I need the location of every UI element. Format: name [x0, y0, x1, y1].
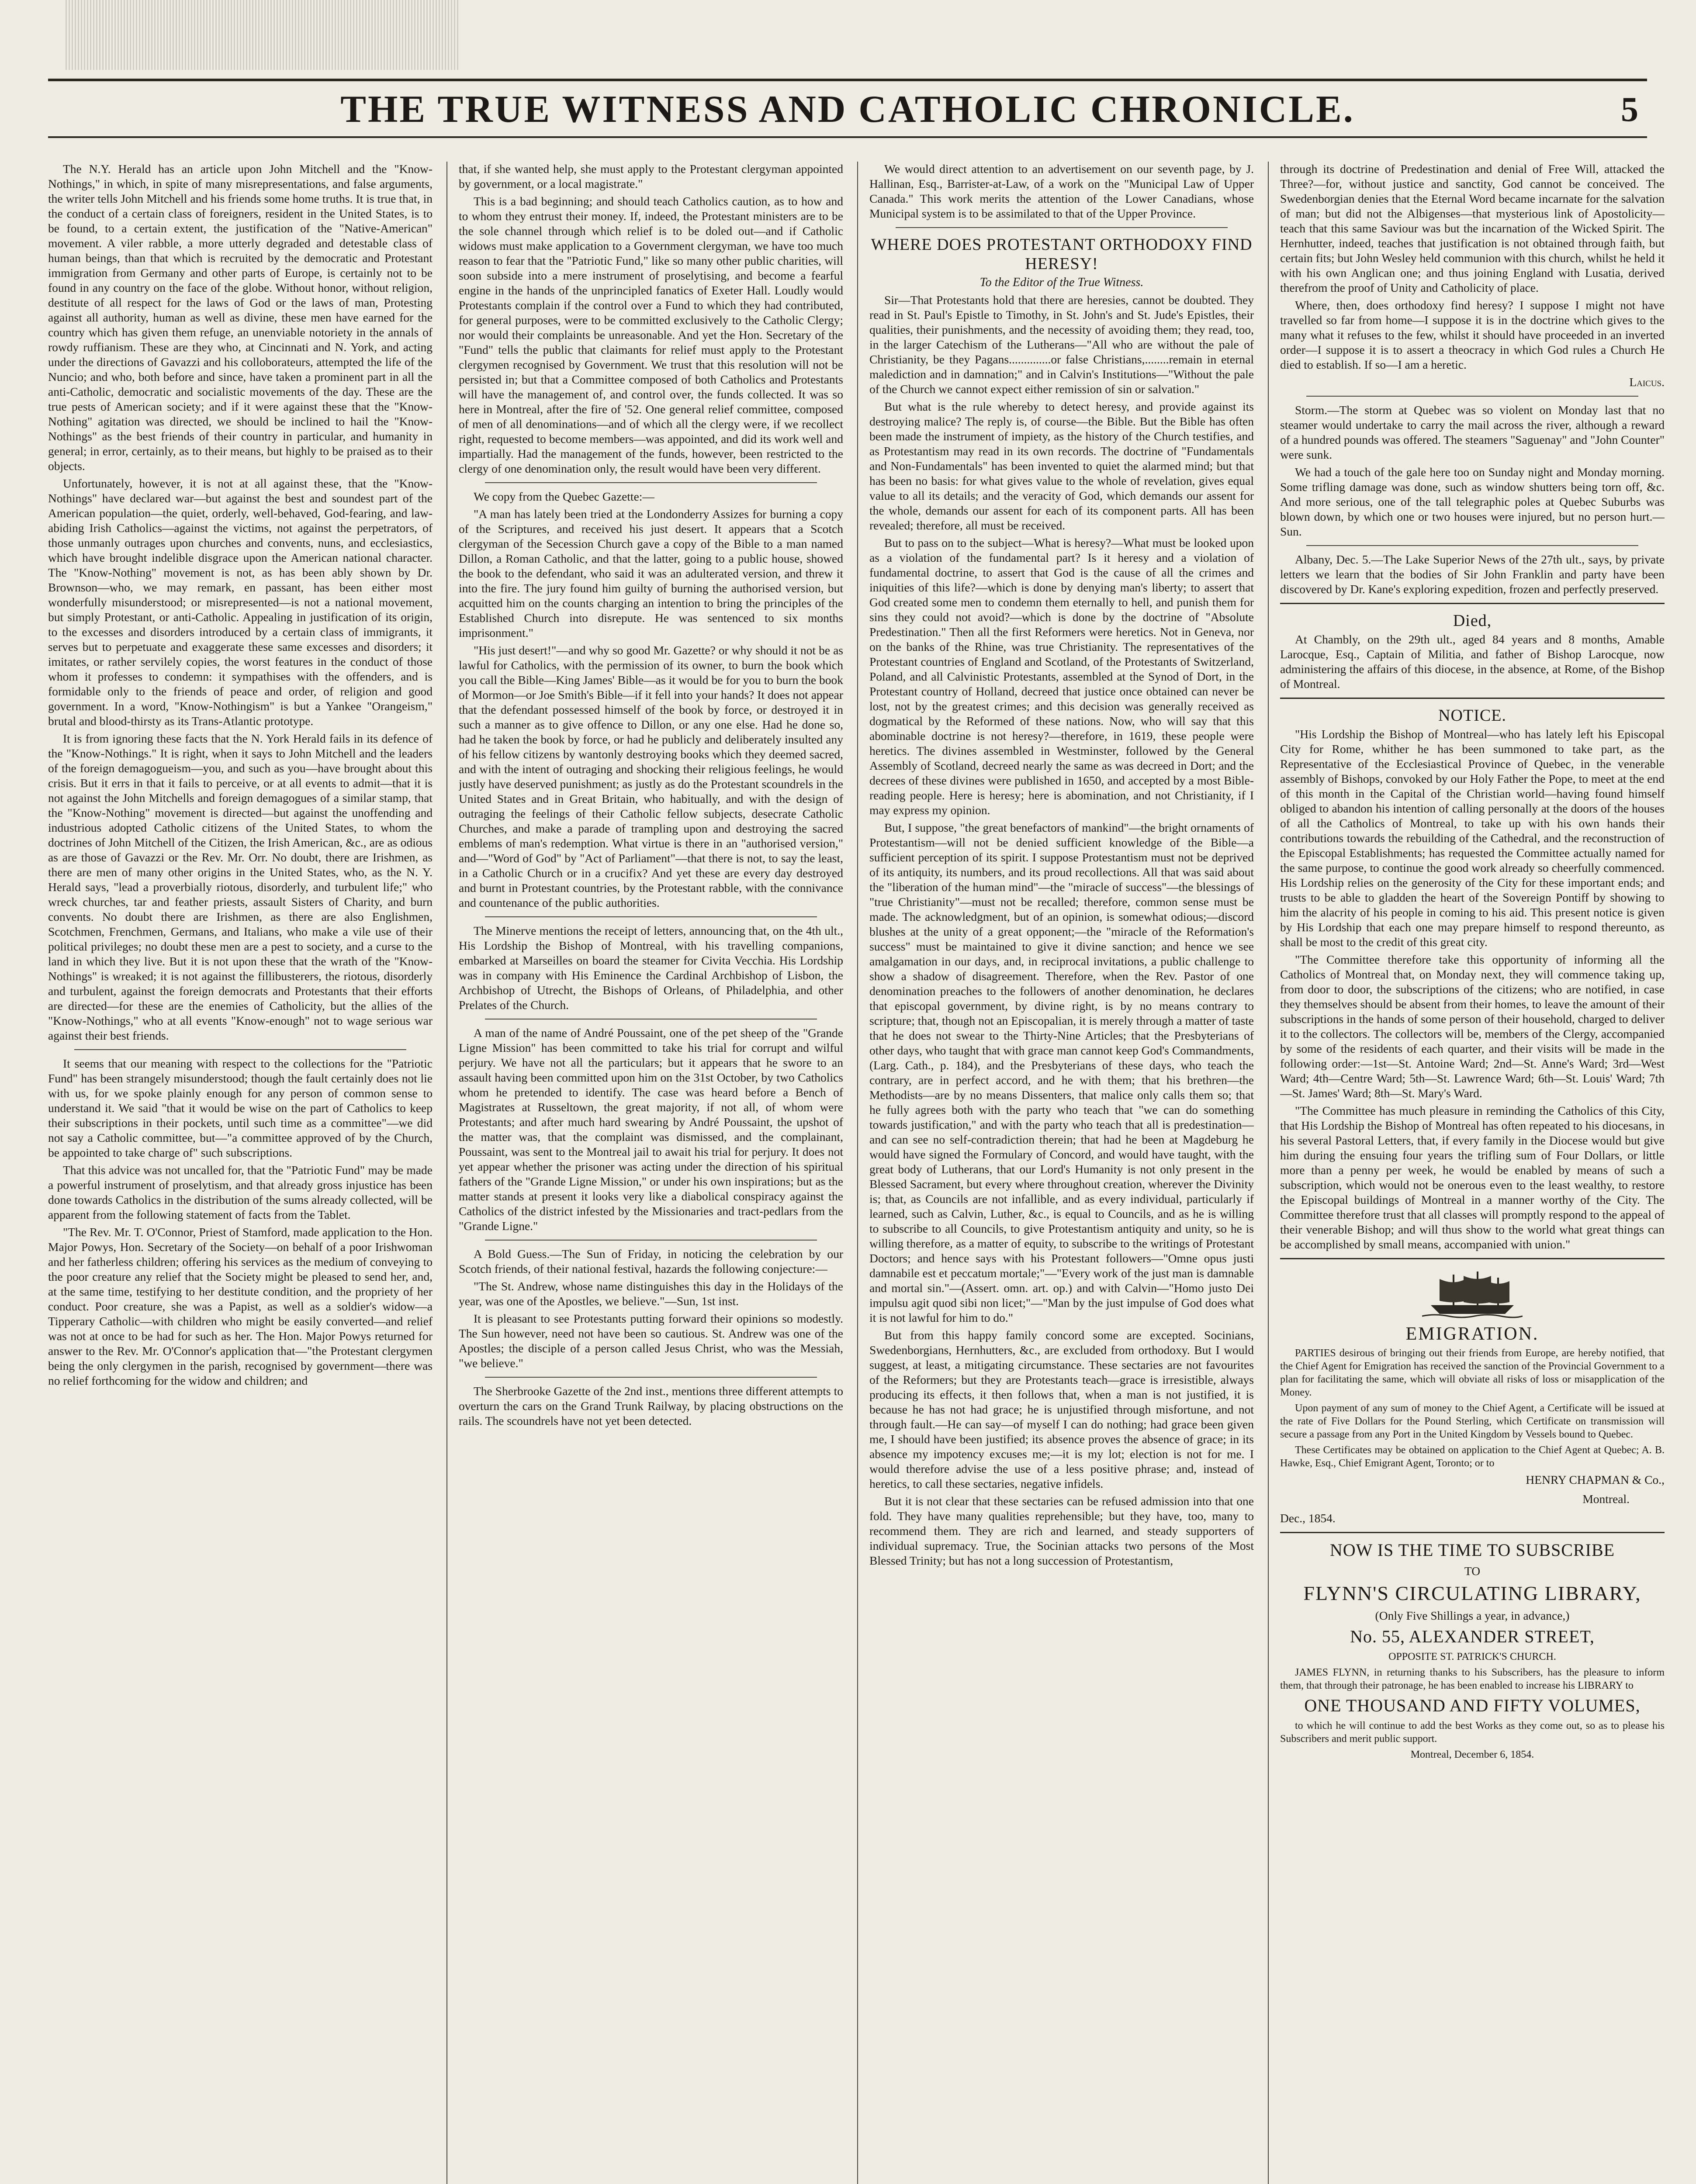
- masthead: [48, 79, 1647, 144]
- section-divider: [1280, 1258, 1665, 1259]
- letter-paragraph: But to pass on to the subject—What is heresy?—What must be looked upon as a violation of the fundamental part? Is it heresy and a violation of fundamental doctrine, to assert that God is the cause of all the crimes and iniquities of this life?—which is done by denying man's liberty; to assert that God created some men to condemn them eternally to hell, and punish them for sins they could not avoid?—which is done by the doctrine of "Absolute Predestination." Then all the first Reformers were heretics. Not in Geneva, nor on the banks of the Rhine, was true Christianity. The representatives of the Protestant countries of England and Scotland, of the Protestants of Switzerland, Poland, and all Calvinistic Protestants, assembled at the Synod of Dort, in the Protestant country of Holland, decreed that justice once obtained can never be lost, not by the greatest crimes; and this decision was generally received as dogmatical by the Reformed of these nations. Now, who will say that this abominable doctrine is not heresy?—therefore, in 1619, these people were heretics. The divines assembled in Westminster, followed by the General Assembly of Scotland, decreed nearly the same as was decreed in Dort; and the decrees of these divines were published in 1650, and accepted by a most Bible-reading people. Here is heresy; here is abomination, and not Christianity, if I may express my opinion.: [869, 536, 1254, 817]
- column-rule: [1268, 162, 1269, 2184]
- page-edge-damage: [66, 0, 459, 70]
- article-paragraph: A man of the name of André Poussaint, one of the pet sheep of the "Grande Ligne Mission" has been committed to take his trial for corrupt and wilful perjury. We have not all the particulars; but it appears that he swore to an assault having been committed upon him on the 31st October, by two Catholics whom he pretended to identify. The case was heard before a Bench of Magistrates at Russeltown, the great majority, if not all, of whom were Protestants; and after much hard swearing by André Poussaint, the upshot of the matter was, that the complaint was dismissed, and the complainant, Poussaint, was sent to the Montreal jail to await his trial for perjury. It does not yet appear whether the prisoner was acting under the direction of his spiritual fathers of the "Grande Ligne Mission," or under his own inspirations; but as the matter stands at present it looks very like a diabolical conspiracy against the Catholics of the district infested by the Missionaries and tract-pedlars from the "Grande Ligne.": [459, 1026, 843, 1233]
- letter-paragraph: through its doctrine of Predestination and denial of Free Will, attacked the Three?—for, without justice and sanctity, God cannot be conceived. The Swedenborgian denies that the Eternal Word became incarnate for the salvation of man; but did not the Albigenses—that mysterious link of Apostolicity—teach that this same Saviour was but the incarnation of the Wicked Spirit. The Hernhutter, indeed, teaches that justification is not obtained through faith, but certain fits; but John Wesley held communion with this church, whilst he held it with his own Anglican one; and thus joining England with Lusatia, derived therefrom the proof of Unity and Catholicity of place.: [1280, 162, 1665, 294]
- article-paragraph: "A man has lately been tried at the Londonderry Assizes for burning a copy of the Scriptures, and received his just desert. It appears that a Scotch clergyman of the Secession Church gave a copy of the Bible to a man named Dillon, a Roman Catholic, and that the latter, going to a public house, showed the book to the defendant, who said it was an adulterated version, and threw it into the fire. The jury found him guilty of burning the authorised version, but acquitted him on the counts charging an intention to bring the principles of the Established Church into disrepute. He was sentenced to six months imprisonment.": [459, 507, 843, 639]
- letter-paragraph: But it is not clear that these sectaries can be refused admission into that one fold. They have many qualities reprehensible; but they have, too, many to recommend them. They are rich and learned, and steady supporters of individual supremacy. True, the Socinian attacks two persons of the Most Blessed Trinity; but has not a long succession of Protestantism,: [869, 1494, 1254, 1567]
- article-paragraph: We copy from the Quebec Gazette:—: [474, 490, 654, 503]
- notice-paragraph: "His Lordship the Bishop of Montreal—who has lately left his Episcopal City for Rome, whither he has been summoned to take part, as the Representative of the Ecclesiastical Province of Quebec, in the venerable assembly of Bishops, convoked by our Holy Father the Pope, to meet at the end of this month in the Capital of the Christian world—having found himself obliged to abandon his intention of calling personally at the doors of the houses of all the Catholics of Montreal, to take up with his own hands their contributions towards the rebuilding of the Cathedral, and the reconstruction of the Episcopal Establishments; has requested the Committee actually named for the same purpose, to continue the good work already so cheerfully commenced. His Lordship relies on the generosity of the City for these important ends; and trusts to be able to gladden the heart of the Sovereign Pontiff by showing to him the alacrity of his people in coming to his aid. This present notice is given by His Lordship that each one may prepare himself to respond thereunto, as shall be most to the credit of this great city.: [1280, 727, 1665, 949]
- letter-subheading: To the Editor of the True Witness.: [980, 276, 1144, 289]
- library-advert-line: OPPOSITE ST. PATRICK'S CHURCH.: [1388, 1651, 1556, 1662]
- article-paragraph: This is a bad beginning; and should teach Catholics caution, as to how and to whom they entrust their money. If, indeed, the Protestant ministers are to be the sole channel through which relief is to be doled out—and if Catholic widows must make application to a Government clergyman, we have too much reason to fear that the "Patriotic Fund," like so many other public charities, will soon subside into a mere instrument of proselytising, and become a fearful engine in the hands of the unprincipled fanatics of Exeter Hall. Loudly would Protestants complain if the control over a Fund to which they had contributed, for general purposes, were to be committed exclusively to the Catholic Clergy; nor would their complaints be unreasonable. And yet the Hon. Secretary of the "Fund" tells the public that claimants for relief must apply to the Protestant clergymen recognised by Government. We trust that this resolution will not be persisted in; but that a Committee composed of both Catholics and Protestants will have the management of, and control over, the funds collected. It was so here in Montreal, after the fire of '52. One general relief committee, composed of men of all denominations—and of which all the clergy were, if we recollect right, requested to become members—was appointed, and did its work well and impartially. Had the management of the funds, however, been restricted to the clergy of one denomination only, the result would have been very different.: [459, 194, 843, 475]
- library-advert-line: NOW IS THE TIME TO SUBSCRIBE: [1329, 1540, 1615, 1560]
- letter-paragraph: Sir—That Protestants hold that there are heresies, cannot be doubted. They read in St. Paul's Epistle to Timothy, in St. John's and St. Jude's Epistles, their qualities, their punishments, and the necessity of avoiding them; they read, too, in the larger Catechism of the Lutherans—"All who are without the pale of Christianity, be they Pagans..............or false Christians,........remain in eternal malediction and in damnation;" and in Calvin's Institutions—"Without the pale of the Church we cannot expect either remission of sin or salvation.": [869, 293, 1254, 396]
- article-paragraph: Unfortunately, however, it is not at all against these, that the "Know-Nothings" have declared war—but against the best and soundest part of the American population—the quiet, orderly, well-behaved, God-fearing, and law-abiding Irish Catholics—against the victims, not against the perpetrators, of those unmanly outrages upon churches and convents, nuns, and ecclesiastics, which have brought indelible disgrace upon the American national character. The "Know-Nothing" movement is not, as has been ably shown by Dr. Brownson—who, we may remark, en passant, has been either most wonderfully misunderstood; or misrepresented—is not a national movement, but simply Protestant, or anti-Catholic. Appealing in justification of its origin, to the excesses and disorders introduced by a certain class of immigrants, it serves but to perpetuate and exaggerate these same excesses and disorders; it imitates, or rather servilely copies, the worst features in the conduct of those whom it professes to condemn: it sympathises with the offenders, and is formidable only to the friends of peace and order, of religion and good government. In a word, "Know-Nothingism" is but a Yankee "Orangeism," brutal and blood-thirsty as its Trans-Atlantic prototype.: [48, 477, 433, 728]
- sailing-ship-icon: [1422, 1268, 1523, 1320]
- article-paragraph: "The St. Andrew, whose name distinguishes this day in the Holidays of the year, was one of the Apostles, we believe."—Sun, 1st inst.: [459, 1279, 843, 1308]
- section-divider: [1280, 603, 1665, 604]
- article-paragraph: It seems that our meaning with respect to the collections for the "Patriotic Fund" has been strangely misunderstood; though the fault certainly does not lie with us, for we spoke plainly enough for any person of common sense to understand it. We said "that it would be wise on the part of Catholics to keep their subscriptions in their pockets, until such time as a committee"—we did not say a Catholic committee, but—"a committee approved of by the Church, be appointed to take charge of" such subscriptions.: [48, 1057, 433, 1159]
- section-divider: [1280, 1532, 1665, 1533]
- library-advert-line: (Only Five Shillings a year, in advance,): [1375, 1609, 1570, 1622]
- letter-paragraph: But what is the rule whereby to detect heresy, and provide against its destroying malice? The reply is, of course—the Bible. But the Bible has often been made the instrument of impiety, as the history of the Church testifies, and as Protestantism may read in its own records. The doctrine of "Fundamentals and Non-Fundamentals" has been invented to quiet the alarmed mind; but that has been no basis: for what gives value to the whole of revelation, gives equal value to all its details; and the veracity of God, which demands our assent for the whole, demands our assent for each of its component parts. All has been revealed; therefore, all must be received.: [869, 400, 1254, 532]
- article-paragraph: We would direct attention to an advertisement on our seventh page, by J. Hallinan, Esq., Barrister-at-Law, of a work on the "Municipal Law of Upper Canada." This work merits the attention of the Lower Canadians, whose Municipal system is to be assimilated to that of the Upper Province.: [869, 162, 1254, 220]
- column-rule: [446, 162, 447, 2184]
- article-paragraph: "The Rev. Mr. T. O'Connor, Priest of Stamford, made application to the Hon. Major Powys, Hon. Secretary of the Society—on behalf of a poor Irishwoman and her fatherless children; offering his services as the medium of conveying to the poor creature any relief that the Society might be pleased to send her, and, at the same time, testifying to her destitute condition, and the propriety of her conduct. Poor creature, she was a Papist, as well as a soldier's widow—a Tipperary Catholic—with children who might be easily converted—and relief was not at once to be had for such as her. The Hon. Major Powys returned for answer to the Rev. Mr. O'Connor's application that—"the Protestant clergymen being the only clergymen in the parish, recognised by government—there was no relief forthcoming for the widow and children; and: [48, 1225, 433, 1387]
- section-divider: [485, 482, 817, 483]
- advert-paragraph: Upon payment of any sum of money to the Chief Agent, a Certificate will be issued at the rate of Five Dollars for the Pound Sterling, which Certificate on transmission will secure a passage from any Port in the United Kingdom by Vessels bound to Quebec.: [1280, 1403, 1665, 1440]
- column-2: [459, 162, 843, 2184]
- library-advert-text: to which he will continue to add the best Works as they come out, so as to please his Subscribers and merit public support.: [1280, 1720, 1665, 1745]
- emigration-heading: EMIGRATION.: [1405, 1324, 1539, 1344]
- article-paragraph: It is from ignoring these facts that the N. York Herald fails in its defence of the "Know-Nothings." It is right, when it says to John Mitchell and the leaders of the foreign demagogueism—you, and such as you—have brought about this crisis. But it errs in that it fails to perceive, or at all events to admit—that it is not against the John Mitchells and foreign demagogues of a similar stamp, that the "Know-Nothing" movement is directed—but against the unoffending and industrious adopted Catholic citizens of the United States, to whom the doctrines of John Mitchell of the Citizen, the Irish American, &c., are as odious as are those of Gavazzi or the Rev. Mr. Orr. No doubt, there are Irishmen, as there are men of many other origins in the United States, who, as the N. Y. Herald says, "lead a proverbially riotous, disorderly, and turbulent life;" who wreck churches, tar and feather priests, assault Sisters of Charity, and burn convents. No doubt there are Irishmen, as there are also Englishmen, Scotchmen, Frenchmen, Germans, and Italians, who make a vile use of their political privileges; no doubt these men are a pest to society, and a curse to the land in which they live. But it is not upon these that the wrath of the "Know-Nothings" is wreaked; it is not against the fillibusterers, the riotous, disorderly and turbulent, against the foreign democrats and Protestants that their efforts are directed—for these are the enemies of Catholicity, but the allies of the "Know-Nothings," who at all events "Know-enough" not to wage serious war against their best friends.: [48, 732, 433, 1042]
- article-paragraph: It is pleasant to see Protestants putting forward their opinions so modestly. The Sun however, need not have been so cautious. St. Andrew was one of the Apostles; the disciple of a person called Jesus Christ, who was the Messiah, "we believe.": [459, 1312, 843, 1370]
- column-rule: [857, 162, 858, 2184]
- library-advert-text: JAMES FLYNN, in returning thanks to his Subscribers, has the pleasure to inform them, that through their patronage, he has been enabled to increase his LIBRARY to: [1280, 1667, 1665, 1691]
- notice-paragraph: "The Committee has much pleasure in reminding the Catholics of this City, that His Lordship the Bishop of Montreal has often repeated to his diocesans, in his several Pastoral Letters, that, if every family in the Diocese would but give him during the ensuing four years the trifling sum of Four Dollars, or little more than a penny per week, he would be enabled by means of such a subscription, which would not be onerous even to the least wealthy, to restore the Episcopal buildings of Montreal in a manner worthy of the City. The Committee therefore trust that all classes will promptly respond to the appeal of their venerable Bishop; and will thus show to the world what great things can be accomplished by small means, accompanied with union.": [1280, 1104, 1665, 1251]
- section-divider: [1306, 396, 1638, 397]
- section-divider: [485, 916, 817, 917]
- advert-date: Dec., 1854.: [1280, 1511, 1336, 1525]
- masthead-rule-top: [48, 79, 1647, 81]
- article-paragraph: The N.Y. Herald has an article upon John Mitchell and the "Know-Nothings," in which, in spite of many misrepresentations, and false arguments, the writer tells John Mitchell and his friends some home truths. It is true that, in the conduct of a certain class of foreigners, resident in the United States, is to be found, to a certain extent, the justification of the "Native-American" movement. A viler rabble, a more utterly degraded and detestable class of human beings, than that which is recruited by the democratic and Protestant immigration from Germany and other parts of Europe, is certainly not to be found in any country on the face of the globe. Without honor, without religion, destitute of all respect for the laws of God or the laws of man, Protesting against all authority, human as well as divine, these men have earned for the country which has given them refuge, an unenviable notoriety in the annals of rowdy ruffianism. These are they who, at Cincinnati and N. York, and acting under the directions of Gavazzi and his colloborateurs, attempted the life of the Nuncio; and who, both before and since, have taken a prominent part in all the anti-Catholic, democratic and socialistic movements of the day. These are the true pests of American society; and if it were against these that the "Know-Nothing" agitation was directed, we should be inclined to hail the "Know-Nothings" as the best friends of their country in particular, and humanity in general; in error, certainly, as to their means, but highly to be praised as to their objects.: [48, 162, 433, 473]
- news-paragraph: We had a touch of the gale here too on Sunday night and Monday morning. Some trifling damage was done, such as window shutters being torn off, &c. And more serious, one of the tall telegraphic poles at Quebec Suburbs was blown down, by which one or two houses were injured, but no person hurt.—Sun.: [1280, 465, 1665, 538]
- section-divider: [1306, 545, 1638, 546]
- masthead-rule-bottom: [48, 136, 1647, 138]
- notice-paragraph: "The Committee therefore take this opportunity of informing all the Catholics of Montreal that, on Monday next, they will commence taking up, from door to door, the subscriptions of the citizens; who are notified, in case they themselves should be absent from their homes, to leave the amount of their subscriptions in the hands of some person of their household, charged to deliver it to the collectors. The collectors will be, members of the Clergy, accompanied by some of the residents of each quarter, and their visits will be made in the following order:—1st—St. Antoine Ward; 2nd—St. Anne's Ward; 3rd—West Ward; 4th—Centre Ward; 5th—St. Lawrence Ward; 6th—St. Louis' Ward; 7th—St. James' Ward; 8th—St. Mary's Ward.: [1280, 953, 1665, 1100]
- library-advert-title: FLYNN'S CIRCULATING LIBRARY,: [1303, 1582, 1641, 1604]
- advert-signature: HENRY CHAPMAN & Co.,: [1526, 1473, 1665, 1486]
- section-divider: [896, 227, 1228, 228]
- page-number: 5: [1621, 90, 1638, 129]
- letter-signature: Laicus.: [1629, 375, 1665, 389]
- letter-heading: WHERE DOES PROTESTANT ORTHODOXY FIND HERESY!: [871, 235, 1253, 273]
- article-paragraph: that, if she wanted help, she must apply to the Protestant clergyman appointed by government, or a local magistrate.": [459, 162, 843, 190]
- article-paragraph: A Bold Guess.—The Sun of Friday, in noticing the celebration by our Scotch friends, of their national festival, hazards the following conjecture:—: [459, 1247, 843, 1275]
- died-heading: Died,: [1453, 612, 1492, 630]
- section-divider: [485, 1377, 817, 1378]
- article-paragraph: The Minerve mentions the receipt of letters, announcing that, on the 4th ult., His Lordship the Bishop of Montreal, with his travelling companions, embarked at Marseilles on board the steamer for Civita Vecchia. His Lordship was in company with His Eminence the Cardinal Archbishop of Lisbon, the Archbishop of Utrecht, the Bishops of Orleans, of Philadelphia, and other Prelates of the Church.: [459, 924, 843, 1012]
- library-advert-volumes: ONE THOUSAND AND FIFTY VOLUMES,: [1304, 1696, 1641, 1715]
- section-divider: [74, 1049, 406, 1050]
- library-advert-address: No. 55, ALEXANDER STREET,: [1350, 1627, 1595, 1646]
- advert-paragraph: PARTIES desirous of bringing out their friends from Europe, are hereby notified, that the Chief Agent for Emigration has received the sanction of the Provincial Government to a plan for facilitating the same, which will obviate all risks of loss or misapplication of the Money.: [1280, 1348, 1665, 1398]
- section-divider: [485, 1240, 817, 1241]
- library-advert-line: TO: [1464, 1564, 1481, 1578]
- notice-heading: NOTICE.: [1438, 706, 1506, 725]
- column-3: [869, 162, 1254, 2184]
- letter-paragraph: But from this happy family concord some are excepted. Socinians, Swedenborgians, Hernhutters, &c., are excluded from orthodoxy. But I would suggest, at least, a mitigating circumstance. These sectaries are not favourites of the Reformers; but they are Protestants teach—grace is irresistible, always producing its effects, it then follows that, when a man is not justified, it is because he has not had grace; he is unjustified through misfortune, and not through fault.—He can say—of myself I can do nothing; had grace been given me, I should have been justified; its absence proves the absence of grace; in its absence my impotency excuses me;—it is my lot; election is not for me. I would therefore advise the use of a less positive phrase; and, instead of heretics, to call these sectaries, negative infidels.: [869, 1328, 1254, 1490]
- library-advert-date: Montreal, December 6, 1854.: [1410, 1749, 1534, 1760]
- letter-paragraph: But, I suppose, "the great benefactors of mankind"—the bright ornaments of Protestantism—will not be denied sufficient knowledge of the Bible—a sufficient perception of its spirit. I suppose Protestantism must not be deprived of its antiquity, its numbers, and its proud recollections. All that was said about the "liberation of the human mind"—the "miracle of success"—the blessings of "true Christianity"—must not be recalled; therefore, common sense must be made. The acknowledgment, but of an opinion, is somewhat odious;—discord blushes at the unity of a great opponent;—the "miracle of the Reformation's success" must be maintained to give it divine sanction; and hence we see amalgamation in our days, and, in reciprocal invitations, a public challenge to show a shadow of disagreement. Therefore, when the Rev. Pastor of one denomination preaches to the followers of another denomination, he declares that episcopal government, by divine right, is by no means contrary to scripture; that, though not an Episcopalian, it is merely through a matter of taste that he does not swear to the Thirty-Nine Articles; that the Presbyterians of other days, who taught that with grace man cannot keep God's Commandments, (Larg. Cath., p. 184), and the Presbyterians of these days, who teach the contrary, are in perfect accord, and he with them; that his brethren—the Methodists—are by no means Dissenters, that malice only calls them so; that he fully agrees both with the party who teach that "we can do something towards justification," and with the party who teach that all is predestination—and can see no self-contradiction therein; that had he been at Magdeburg he would have signed the Formulary of Concord, and would have taught, with the great body of Lutherans, that our Lord's Humanity is not only present in the Blessed Sacrament, but every where throughout creation, wherever the Divinity is; that, as Councils are not infallible, and as every individual, particularly if learned, such as Calvin, Luther, &c., is equal to Councils, and as he is willing to subscribe to all Councils, to give Protestantism antiquity and unity, so he is willing therefore, as a matter of equity, to subscribe to the writings of Protestant Doctors; and hence says with his Protestant followers—"Omne opus justi damnabile est et peccatum mortale;"—"Every work of the just man is damnable and mortal sin."—(Assert. omn. art. op.) and with Calvin—"Homo justo Dei impulsu agit quod sibi non licet;"—"Man by the just impulse of God does what it is not lawful for him to do.": [869, 821, 1254, 1324]
- obituary-text: At Chambly, on the 29th ult., aged 84 years and 8 months, Amable Larocque, Esq., Captain of Militia, and father of Bishop Larocque, now administering the affairs of this diocese, in the absence, at Rome, of the Bishop of Montreal.: [1280, 632, 1665, 691]
- advert-paragraph: These Certificates may be obtained on application to the Chief Agent at Quebec; A. B. Hawke, Esq., Chief Emigrant Agent, Toronto; or to: [1280, 1444, 1665, 1469]
- column-4: [1280, 162, 1665, 2184]
- letter-paragraph: Where, then, does orthodoxy find heresy? I suppose I might not have travelled so far from home—I suppose it is in the doctrine which gives to the many what it refuses to the few, whilst it should have proceeded in an inverted order—I suppose it is to assert a theocracy in which God rules a Church He died to establish. If so—I am a heretic.: [1280, 298, 1665, 371]
- article-paragraph: That this advice was not uncalled for, that the "Patriotic Fund" may be made a powerful instrument of proselytism, and that already gross injustice has been done towards Catholics in the distribution of the sums already collected, will be apparent from the following statement of facts from the Tablet.: [48, 1163, 433, 1221]
- article-paragraph: "His just desert!"—and why so good Mr. Gazette? or why should it not be as lawful for Catholics, with the permission of its owner, to burn the book which you call the Bible—King James' Bible—as it would be for you to burn the book of Mormon—or Joe Smith's Bible—if it fell into your hands? It does not appear that the defendant possessed himself of the book by force, or destroyed it in such a manner as to give offence to Dillon, or any one else. Had he done so, had he taken the book by force, or had he publicly and deliberately insulted any of his fellow citizens by wantonly destroying books which they deemed sacred, and with the intent of outraging and shocking their religious feelings, he would justly have deserved punishment; as justly as do the Protestant scoundrels in the United States and in Great Britain, who habitually, and with the design of outraging the feelings of their Catholic fellow subjects, desecrate Catholic Churches, and make a parade of trampling upon and destroying the sacred emblems of man's redemption. What virtue is there in an "authorised version," and—"Word of God" by "Act of Parliament"—that there is not, to say the least, in a Catholic Church or in a crucifix? And yet these are every day destroyed and burnt in Protestant countries, by the Protestant rabble, with the connivance and countenance of the public authorities.: [459, 643, 843, 909]
- news-paragraph: Albany, Dec. 5.—The Lake Superior News of the 27th ult., says, by private letters we learn that the bodies of Sir John Franklin and party have been discovered by Dr. Kane's exploring expedition, frozen and perfectly preserved.: [1280, 553, 1665, 596]
- section-divider: [1280, 698, 1665, 699]
- column-1: [48, 162, 433, 2184]
- advert-signature-place: Montreal.: [1582, 1492, 1630, 1506]
- newspaper-title: THE TRUE WITNESS AND CATHOLIC CHRONICLE.: [340, 88, 1355, 131]
- article-paragraph: The Sherbrooke Gazette of the 2nd inst., mentions three different attempts to overturn the cars on the Grand Trunk Railway, by placing obstructions on the rails. The scoundrels have not yet been detected.: [459, 1384, 843, 1427]
- emigration-ship-woodcut: [1280, 1268, 1665, 1324]
- news-paragraph: Storm.—The storm at Quebec was so violent on Monday last that no steamer would undertake to carry the mail across the river, although a reward of a hundred pounds was offered. The steamers "Saguenay" and "John Counter" were sunk.: [1280, 403, 1665, 461]
